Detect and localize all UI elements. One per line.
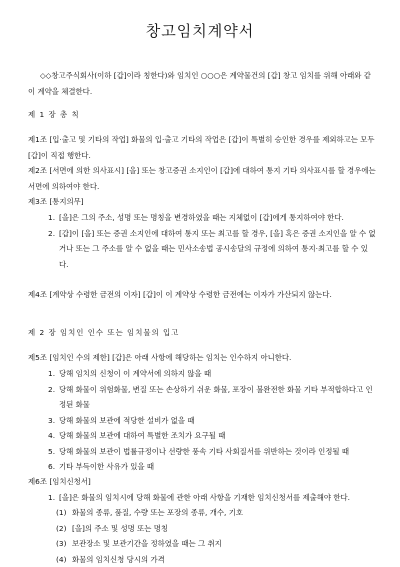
list-item: 1. [을]은 화물의 임치시에 당해 화물에 관한 아래 사항을 기재한 임치신청서를 제출해야 한다. xyxy=(48,490,376,506)
article-6-sublist xyxy=(56,505,376,567)
list-item: 4. 당해 화물의 보관에 대하여 특별한 조치가 요구될 때 xyxy=(48,428,376,444)
article-5-heading: 제5조 [임치인 수의 제한] [갑]은 아래 사항에 해당하는 임치는 인수하지 아니한다. xyxy=(28,350,376,366)
list-item: 2. [갑]이 [을] 또는 증권 소지인에 대하여 통지 또는 최고를 할 경우, [을] 혹은 증권 소지인을 알 수 없거나 또는 그 주소를 알 수 없을 때는 민사소송법 공시송달의 규정에 의하여 통지·최고를 할 수 있다. xyxy=(48,226,376,273)
list-item: 1. 당해 임치의 신청이 이 계약서에 의하지 않을 때 xyxy=(48,366,376,382)
article-5-list xyxy=(48,366,376,475)
list-item: 6. 기타 부득이한 사유가 있을 때 xyxy=(48,459,376,475)
list-item: 3. 당해 화물의 보관에 적당한 설비가 없을 때 xyxy=(48,413,376,429)
article-3-list xyxy=(48,210,376,272)
article-3-heading: 제3조 [통지의무] xyxy=(28,194,376,210)
list-item: (3) 보관장소 및 보관기간을 정하였을 때는 그 취지 xyxy=(56,536,376,552)
intro-paragraph: ◇◇창고주식회사(이하 [갑]이라 칭한다)와 임치인 ○○○은 계약물건의 [갑] 창고 임치를 위해 아래와 같이 계약을 체결한다. xyxy=(28,68,376,99)
list-item: (2) [을]의 주소 및 성명 또는 명칭 xyxy=(56,521,376,537)
chapter-1-heading: 제 1 장 총 칙 xyxy=(28,109,80,120)
document-title: 창고임치계약서 xyxy=(0,20,400,41)
article-4: 제4조 [계약상 수령한 금전의 이자] [갑]이 이 계약상 수령한 금전에는 이자가 가산되지 않는다. xyxy=(28,287,376,303)
article-6-list xyxy=(48,490,376,506)
article-1: 제1조 [입·출고 및 기타의 작업] 화물의 입·출고 기타의 작업은 [갑]이 특별히 승인한 경우를 제외하고는 모두 [갑]이 직접 행한다. xyxy=(28,132,376,163)
list-item: 5. 당해 화물의 보관이 법률규정이나 선량한 풍속 기타 사회질서를 위반하는 것이라 인정될 때 xyxy=(48,444,376,460)
chapter-2-heading: 제 2 장 임치인 인수 또는 임치물의 입고 xyxy=(28,327,179,338)
list-item: (1) 화물의 종류, 품질, 수량 또는 포장의 종류, 개수, 기호 xyxy=(56,505,376,521)
article-6-heading: 제6조 [임치신청서] xyxy=(28,474,376,490)
list-item: 2. 당해 화물이 위험화물, 변질 또는 손상하기 쉬운 화물, 포장이 불완전한 화물 기타 부적합하다고 인정된 화물 xyxy=(48,382,376,413)
list-item: (4) 화물의 임치신청 당시의 가격 xyxy=(56,552,376,567)
article-2: 제2조 [서면에 의한 의사표시] [을] 또는 창고증권 소지인이 [갑]에 대하여 통지 기타 의사표시를 할 경우에는 서면에 의하여야 한다. xyxy=(28,163,376,194)
list-item: 1. [을]은 그의 주소, 성명 또는 명칭을 변경하였을 때는 지체없이 [갑]에게 통지하여야 한다. xyxy=(48,210,376,226)
